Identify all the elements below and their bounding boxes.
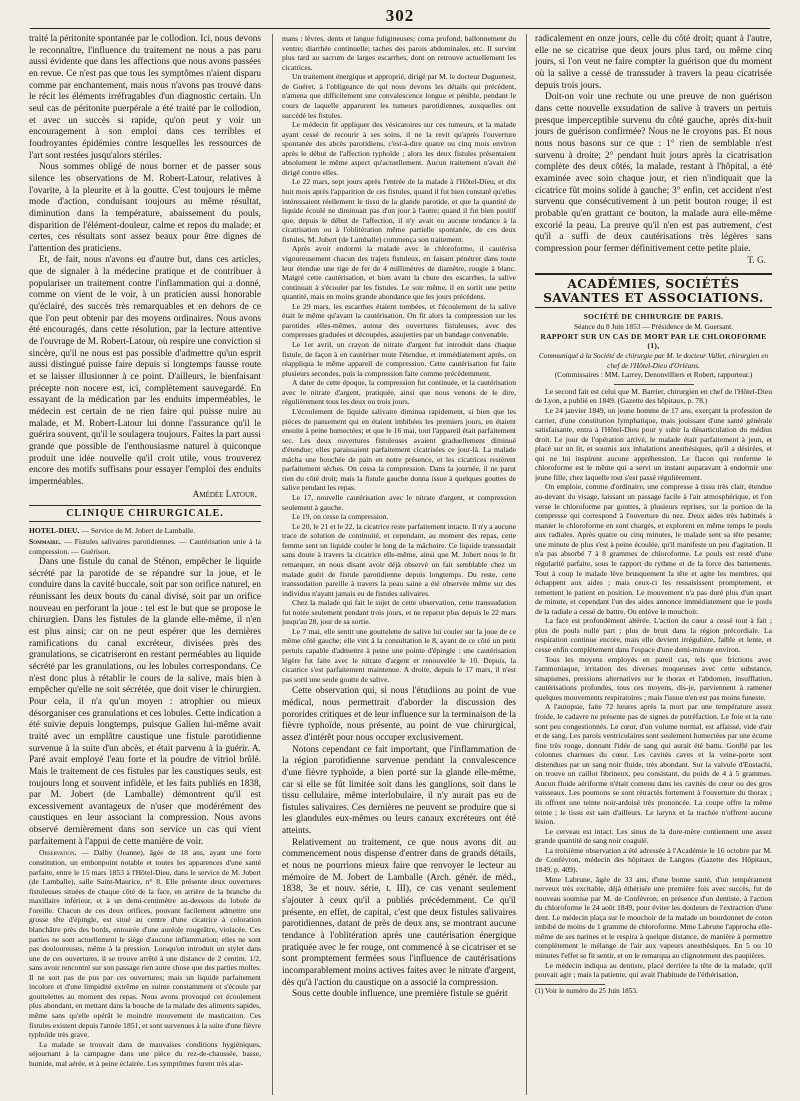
paragraph: Doit-on voir une rechute ou une preuve de non guérison dans cette nouvelle exsudation de salive à travers un pertuis presque imperceptible survenu du côté gauche, après dix-huit jours de guérison confirmée? Nous ne le croyons pas. Et nous nous nous basons sur ce que : 1° rien de semblable n'est survenu à droite; 2° pendant huit jours après la cicatrisation complète des deux côtés, la malade, restant à l'hôpital, a été examinée avec soin chaque jour, et rien n'indiquait que la cicatrice fût moins solide à gauche; 3° enfin, cet accident n'est survenu que consécutivement à un petit bouton rouge; il est probable qu'en grattant ce bouton, la malade aura elle-même excorié la peau. La preuve qu'il n'en est pas autrement, c'est qu'il a suffi de deux cautérisations très légères sans compression pour fermer définitivement cette petite plaie. xyxy=(535,92,772,254)
commissioners-line: (Commissaires : MM. Larrey, Denonvilliers et Robert, rapporteur.) xyxy=(554,370,753,380)
signature: T. G. xyxy=(747,256,766,267)
paragraph: Après avoir endormi la malade avec le chloroforme, il cautérisa vigoureusement chacun des trajets fistuleux, en faisant pénétrer dans toute leur étendue une tige de fer de 4 millimètres de diamètre, rougie à blanc. Malgré cette cautérisation, et bien avant la chute des escarrhes, la salive continuait à s'écouler par les fistules. Le soir même, il en sortit une petite quantité, mais en moins grande abondance que les jours précédens. xyxy=(282,244,516,302)
paragraph: A dater de cette époque, la compression fut continuée, et la cautérisation avec le nitrate d'argent, pratiquée, ainsi que nous venons de le dire, régulièrement tous les deux ou trois jours. xyxy=(282,378,516,407)
service-label: HOTEL-DIEU. xyxy=(29,525,80,535)
paragraph: Le 20, le 21 et le 22, la cicatrice reste parfaitement intacte. Il n'y a aucune trace de solution de continuité, et cependant, au moment des repas, cette femme sent un liquide couler le long de la mâchoire. Ce liquide transsudait sans doute à travers la cicatrice elle-même, ainsi que M. Jobert nous le fit remarquer, en nous disant avoir déjà observé un fait semblable chez un malade guéri de fistule parotidienne depuis longtemps. Du reste, cette transsudation pareille à travers la peau saine a été observée même sur des individus n'ayant jamais eu de fistules salivaires. xyxy=(282,521,516,598)
paragraph: L'écoulement de liquide salivaire diminua rapidement, si bien que les pièces de pansement qui en étaient imbibées les premiers jours, en étaient ensuite à peine humectées; et que le 16 mai, tout l'appareil était parfaitement sec. Les deux ouvertures fistuleuses avaient graduellement diminué d'étendue; elles paraissaient parfaitement cicatrisées ce jour-là. La malade mâcha une bouchée de pain en notre présence, et les cicatrices restèrent parfaitement sèches. On cessa la compression. Dans la journée, il ne parut rien du côté droit; mais la fistule gauche donna issue à quelques gouttes de salive pendant les repas. xyxy=(282,406,516,493)
paragraph: La malade se trouvait dans de mauvaises conditions hygiéniques, séjournant à la campagne dans une pièce du rez-de-chaussée, basse, humide, mal aérée, et à peine éclairée. Les symptômes furent très alar- xyxy=(29,1039,261,1068)
paragraph: Le second fait est celui que M. Barrier, chirurgien en chef de l'Hôtel-Dieu de Lyon, a publié en 1849. (Gazette des hôpitaux, p. 78.) xyxy=(535,386,772,406)
paragraph: Le 29 mars, les escarrhes étaient tombées, et l'écoulement de la salive était le même qu'avant la cautérisation. On fit alors la compression sur les parotides elles-mêmes, autour des ouvertures fistuleuses, avec des compresses graduées et découpées, assujetties par un bandage convenable. xyxy=(282,301,516,340)
paragraph: Notons cependant ce fait important, que l'inflammation de la région parotidienne survenue pendant la convalescence d'une fièvre typhoïde, a bien porté sur la glande elle-même, car si elle se fût limitée soit dans les ganglions, soit dans le tissu cellulaire, même interlobulaire, il n'y aurait pas eu de fistules salivaires. Ces dernières ne peuvent se produire que si les glandules eux-mêmes ou leurs canaux excréteurs ont été atteints. xyxy=(282,744,516,837)
service-text: — Service de M. Jobert de Lamballe. xyxy=(81,525,196,535)
paragraph: Mme Labrune, âgée de 33 ans, d'une bonne santé, d'un tempérament nerveux très excitable, déjà éthérisée une première fois avec succès, fut de nouveau soumise par M. de Confévron, en présence d'un dentiste, à l'action du chloroforme le 24 août 1849, pour éviter les douleurs de l'extraction d'une dent. Le médecin plaça sur le mouchoir de la malade un bourdonnet de coton imbibé de moins de 1 gramme de chloroforme. Mme Labrune l'approcha elle-même de ses narines et le respira à quelque distance, de manière à permettre complètement le mélange de l'air aux vapeurs anesthésiques. En 5 ou 10 minutes l'effet se fit sentir, et on le remarqua au clignotement des paupières. xyxy=(535,874,772,961)
observation-paragraph xyxy=(29,848,261,1039)
paragraph: Dans une fistule du canal de Sténon, empêcher le liquide sécrété par la parotide de se répandre sur la joue, et le conduire dans la cavité buccale, soit par son orifice naturel, en réunissant les deux bouts du canal divisé, soit par un orifice nouveau en perforant la joue : tel est le but que se propose le chirurgien. Dans les fistules de la glande elle-même, il n'en est plus ainsi; car on ne peut espérer que les dernières ramifications du canal excréteur, divisées près des granulations, se cicatriseront en restant perméables au liquide sécrété par les granulations, ou les lobules correspondans. Ce n'est donc plus à rétablir le cours de la salive, mais bien à empêcher qu'elle ne soit sécrétée, que doit viser le chirurgien. Pour cela, il n'a qu'un moyen : atrophier ou mieux désorganiser ces granulations et ces lobules. Cette indication a été suivie depuis longtemps, puisque Galien lui-même avait traité avec un emplâtre caustique une fistule parotidienne survenue à la suite d'un abcès, et était parvenu à la guérir. A. Paré avait employé l'eau forte et la poudre de vitriol brûlé. Mais le traitement de ces fistules par les caustiques seuls, est toujours long et souvent infidèle, et les faits publiés en 1838, par M. Jobert (de Lamballe) démontrent qu'il est excessivement avantageux de n'user que modérément des caustiques en leur associant la compression. Nous avons observé dernièrement dans son service un cas qui vient parfaitement à l'appui de cette manière de voir. xyxy=(29,557,261,847)
footnote-rule xyxy=(535,984,605,985)
paragraph: Le cerveau est intact. Les sinus de la dure-mère contiennent une assez grande quantité de sang noir coagulé. xyxy=(535,826,772,846)
summary-label: Sommaire. xyxy=(29,537,61,547)
paragraph: Le 7 mai, elle sentit une gouttelette de salive lui couler sur la joue de ce même côté gauche; elle vint à la consultation le 8, ayant de ce côté un petit pertuis capable d'admettre à peine une pointe d'épingle : une cautérisation légère fut faite avec le nitrate d'argent et renouvelée le 10. Depuis, la cicatrice s'est parfaitement maintenue. A droite, depuis le 17 mars, il n'est pas sorti une seule goutte de salive. xyxy=(282,626,516,684)
paragraph: mans : lèvres, dents et langue fuligineuses; coma profond, ballonnement du ventre; diarrhée continuelle; taches des parois abdominales, etc. Il survint plus tard au sacrum de larges escarrhes, dont on retrouve actuellement les cicatrices. xyxy=(282,34,516,72)
paragraph: Le 22 mars, sept jours après l'entrée de la malade à l'Hôtel-Dieu, et dix huit mois après l'apparition de ces fistules, quand il fut bien constaté qu'elles intéressaient réellement le tissu de la glande parotide, et que la quantité de liquide écoulé ne diminuait pas d'un jour à l'autre; quand il fut bien positif que, depuis le début de l'affection, il n'y avait eu aucune tendance à la cicatrisation ou à l'oblitération même partielle spontanée, de ces deux fistules, M. Jobert (de Lamballe) commença son traitement. xyxy=(282,177,516,244)
paragraph: Chez la malade qui fait le sujet de cette observation, cette transsudation fut notée seulement pendant trois jours, et ne reparut plus depuis le 22 mars jusqu'au 28, jour de sa sortie. xyxy=(282,598,516,627)
divider xyxy=(614,384,694,385)
column-divider-left xyxy=(272,34,273,1095)
column-middle xyxy=(282,34,516,1095)
paragraph: Un traitement énergique et approprié, dirigé par M. le docteur Duguenest, de Guéret, à l'obligeance de qui nous devons les détails qui précèdent, n'amena que difficilement une convalescence longue et pénible, pendant le cours de laquelle apparurent les tumeurs parotidiennes, auxquelles ont succédé les fistules. xyxy=(282,72,516,120)
paragraph: Le 19, on cesse la compression. xyxy=(292,512,389,522)
summary-line xyxy=(29,537,261,556)
header-rule xyxy=(30,28,770,29)
session-line: Séance du 8 Juin 1853 — Présidence de M. Guersant. xyxy=(573,322,734,332)
paragraph: traité la péritonite spontanée par le collodion. Ici, nous devons le reconnaître, l'influence du traitement ne nous a pas paru aussi évidente que dans les affections que nous avons passées en revue. Ce n'est pas que tous les symptômes n'aient disparu comme par enchantement, mais nous n'avons pas trouvé dans le récit les éléments irréfragables d'un diagnostic certain. Un seul cas de péritonite puerpérale a été traité par le collodion, et avec un succès si rapide, qu'on peut y voir un encouragement à son emploi dans ces terribles et foudroyantes épidémies contre lesquelles les ressources de l'art sont restées jusqu'alors stériles. xyxy=(29,34,261,161)
paragraph: La troisième observation a été adressée à l'Académie le 16 octobre par M. de Confévron, médecin des hôpitaux de Langres (Gazette des Hôpitaux, 1849, p. 409). xyxy=(535,845,772,874)
paragraph: Le médecin indiqua au dentiste, placé derrière la tête de la malade, qu'il pouvait agir ; mais la patiente, qui avait l'habitude de l'éthérisation, xyxy=(535,960,772,980)
paragraph: Cette observation qui, si nous l'étudiions au point de vue médical, nous permettrait d'aborder la discussion des pororides critiques et de leur influence sur la terminaison de la fièvre typhoïde, nous présente, au point de vue chirurgical, assez d'intérêt pour nous occuper exclusivement. xyxy=(282,686,516,743)
paragraph: Le médecin fit appliquer des vésicatoires sur ces tumeurs, et la malade ayant cessé de recourir à ses soins, il ne la revit qu'après l'ouverture spontanée des abcès parotidiens, c'est-à-dire quatre ou cinq mois environ après le début de l'affection typhoïde ; alors les deux fistules présentaient absolument le même aspect qu'actuellement. Aucun traitement n'avait été dirigé contre elles. xyxy=(282,120,516,177)
report-title: RAPPORT SUR UN CAS DE MORT PAR LE CHLOROFORME (1), xyxy=(540,331,767,351)
paragraph: Nous sommes obligé de nous borner et de passer sous silence les observations de M. Robert-Latour, relatives à l'ovarite, à la pleurite et à la goutte. C'est toujours le même mode d'action, conduisant toujours au même résultat, diminution dans la température, abaissement du pouls, disparition de l'élément-douleur, calme et repos du malade; et certes, ces résultats sont assez beaux pour être dignes de l'attention des praticiens. xyxy=(29,162,261,254)
signature: Amédée Latour. xyxy=(192,489,257,500)
paragraph: A l'autopsie, faite 72 heures après la mort par une température assez froide, le cadavre ne présente pas de signes de putréfaction. Le foie et la rate sont peu congestionnés. Le cœur, d'un volume normal, est affaissé, vide d'air et de sang. Les parois ventriculaires sont seulement humectées par une écume fine très rouge, donnant l'idée de sang qui aurait été battu. Gonflé par les colonnes charnues du cœur. Les cavités caves et la veine-porte sont distendues par un sang noir fluide, très abondant. Sur la valvule d'Eustachi, on trouve un caillot fibrineux, peu consistant, du poids de 4 à 5 grammes. Aucun fluide aériforme n'était contenu dans les cavités du cœur ou des gros vaisseaux. Les poumons se sont rétractés fortement à l'ouverture du thorax ; ils offrent une teinte noir-ardoisé très prononcée. La coupe offre la même teinte ; le tissu est sain d'ailleurs. Le larynx et la trachée n'offrent aucune lésion. xyxy=(535,702,772,827)
communication-line: Communiqué à la Société de chirurgie par M. le docteur Vallet, chirurgien en chef de l'Hôtel-Dieu d'Orléans. xyxy=(538,350,769,370)
column-divider-right xyxy=(526,34,527,1095)
paragraph: On emploie, comme d'ordinaire, une compresse à tissu très clair, étendue au-devant du visage, laissant un passage facile à l'air atmosphérique, et l'on verse le chloroforme par gouttes, à plusieurs reprises, sur la portion de la compresse qui correspond à l'ouverture du nez. Deux aides très habitués à manier le chloroforme en sont chargés, et explorent en même temps le pouls aux radiales. Après quatre ou cinq minutes, le malade sent sa tête pesante; une minute de plus s'est à peine écoulée, qu'il manifeste un peu d'agitation. Il n'a pas absorbé 7 à 8 grammes de chloroforme. Le pouls est resté d'une régularité parfaite, sous le rapport du rythme et de la force des battements. Tout à coup le malade lève brusquement la tête et agite les membres, qui échappent aux aides ; mais ceux-ci les ressaisissent promptement, et remettent le patient en position. Le mouvement n'a pas duré plus d'un quart de minute, et cependant l'un des aides annonce immédiatement que le pouls de la radiale a cessé de battre. On enlève le mouchoir. xyxy=(535,482,772,616)
page-number: 302 xyxy=(385,6,415,25)
observation-label: Observation. xyxy=(39,848,77,858)
paragraph: Relativement au traitement, ce que nous avons dit au commencement nous dispense d'entrer dans de grands détails, et nous ne pourrions mieux faire que renvoyer le lecteur au mémoire de M. Jobert de Lamballe (Arch. génér. de méd., 1838, 3e et nouv. série, t. III), ce cas venant seulement s'ajouter à ceux qu'il a publiés précédemment. Ce qu'il présente, en effet, de capital, c'est que deux fistules salivaires parotidiennes, datant de près de deux ans, se montrant aucune tendance à l'oblitération après une cautérisation énergique pratiquée avec le fer rouge, ont commencé à se cicatriser et se sont promptement fermées sous l'influence de cautérisations incomparablement moins actives faites avec le nitrate d'argent, dès qu'à l'action du caustique on a associé la compression. xyxy=(282,837,516,988)
column-left xyxy=(29,34,261,1095)
column-right xyxy=(535,34,772,1095)
society-name: SOCIÉTÉ DE CHIRURGIE DE PARIS. xyxy=(583,312,724,322)
paragraph: Le 24 janvier 1849, un jeune homme de 17 ans, exerçant la profession de carrier, d'une constitution lymphatique, mais jouissant d'une santé générale satisfaisante, entra à l'Hôtel-Dieu pour y subir la désarticulation du médius droit. Le jour de l'opération arrivé, le malade était parfaitement à jeun, et placé sur un lit, et soumis aux inhalations anesthésiques, qu'il a désirées, et qui ne lui inspirent aucune appréhension. Le flacon qui renferme le chloroforme est le même qui a servi un instant auparavant à endormir une jeune fille, chez laquelle tout s'est passé régulièrement. xyxy=(535,405,772,482)
paragraph: Et, de fait, nous n'avons eu d'autre but, dans ces articles, que de signaler à la médecine pratique et de contribuer à populariser un traitement contre l'inflammation qui a donné, comme on vient de le voir, à un praticien aussi honorable qu'éclairé, des succès très remarquables et en dehors de ce que l'on peut obtenir par des moyens ordinaires. Nous avons été encouragés, dans cette résolution, par la lecture attentive de l'ouvrage de M. Robert-Latour, où respire une conviction si sincère, qu'il ne nous est pas possible d'admettre qu'un esprit aussi distingué puisse faire depuis si longtemps fausse route et se laisser illusionner à ce point. D'ailleurs, le bienfaisant précepte non nocere est, ici, complètement sauvegardé. En essayant de la médication par les enduits imperméables, le médecin est certain de ne rien faire qui puisse nuire au malade, et M. Robert-Latour lui donne l'assurance qu'il le guérira souvent, qu'il le soulagera toujours. Faites la part aussi grande que possible de l'enthousiasme naturel à quiconque produit une idée nouvelle qu'il croit utile, vous trouverez encore des motifs suffisans pour essayer l'emploi des enduits imperméables. xyxy=(29,255,261,487)
summary-text: — Fistules salivaires parotidiennes. — Cautérisation unie à la compression. — Guérison. xyxy=(29,537,261,556)
paragraph: Le 17, nouvelle cautérisation avec le nitrate d'argent, et compression seulement à gauche. xyxy=(282,493,516,512)
paragraph: radicalement en onze jours, celle du côté droit; quant à l'autre, elle ne se cicatrise que deux jours plus tard, ou même cinq jours, si l'on veut ne faire compter la guérison que du moment où la salive a cessé de transsuder à travers la peau cicatrisée depuis trois jours. xyxy=(535,34,772,91)
footnote: (1) Voir le numéro du 25 Juin 1853. xyxy=(535,986,638,995)
observation-text: — Dalby (Jeanne), âgée de 18 ans, ayant une forte constitution, un embonpoint notable et toutes les apparences d'une santé parfaite, entre le 15 mars 1853 à l'Hôtel-Dieu, dans le service de M. Jobert (de Lamballe), salle Saint-Maurice, n° 8. Elle présente deux ouvertures fistuleuses situées de chaque côté de la face, en arrière de la branche du maxillaire inférieur, et à un demi-centimètre au-dessous du lobule de l'oreille. Chacun de ces deux orifices, pouvant facilement admettre une grosse tête d'épingle, est situé au centre d'une cicatrice à coloration blanchâtre près des bords, entourée d'une auréole rougeâtre, violacée. Ces parties ne sont actuellement le siège d'aucune inflammation; elles ne sont pas douloureuses, même à la pression. Lorsqu'on introduit un stylet dans une de ces ouvertures, il se trouve arrêté à une distance de 2 centim. 1/2, sans avoir rencontré sur son passage rien autre chose que des parties molles. Il ne sort pas de pus par ces ouvertures; mais un liquide parfaitement incolore et d'une limpidité extrême en suinte constamment et s'écoule par gouttelettes au moment des repas. Nous avons provoqué cet écoulement plus abondant, en mettant dans la bouche de la malade des aliments sapides, même sans qu'elle opérât le moindre mouvement de mastication. Ces fistules existent depuis l'année 1851, et sont survenues à la suite d'une fièvre typhoïde très grave. xyxy=(29,848,261,1040)
paragraph: Tous les moyens employés en pareil cas, tels que frictions avec l'ammoniaque, irritation des diverses muqueuses avec cette substance, sinapismes, pressions alternatives sur le thorax et l'abdomen, insufflation, cautérisations profondes, tous ces moyens, dis-je, parviennent à ramener quelques mouvements respiratoires ; mais l'issue n'en est pas moins funeste. xyxy=(535,654,772,702)
paragraph: Le 1er avril, un crayon de nitrate d'argent fut introduit dans chaque fistule, de façon à en cautériser toute l'étendue, et immédiatement après, on réappliqua le même appareil de compression. Cette cautérisation fut faite plusieurs secondes, puis la compression faite comme précédemment. xyxy=(282,340,516,378)
service-line xyxy=(29,526,261,535)
paragraph: La face est profondément altérée. L'action du cœur a cessé tout à fait ; plus de pouls nulle part ; plus de bruit dans la région précordiale. La respiration continue encore, mais elle devient irrégulière, faible et lente, et cesse enfin complètement dans l'espace d'une demi-minute environ. xyxy=(535,616,772,655)
section-title: ACADÉMIES, SOCIÉTÉS SAVANTES ET ASSOCIATIONS. xyxy=(535,273,772,308)
paragraph: Sous cette double influence, une première fistule se guérit xyxy=(292,989,508,1000)
section-title: CLINIQUE CHIRURGICALE. xyxy=(29,505,261,522)
